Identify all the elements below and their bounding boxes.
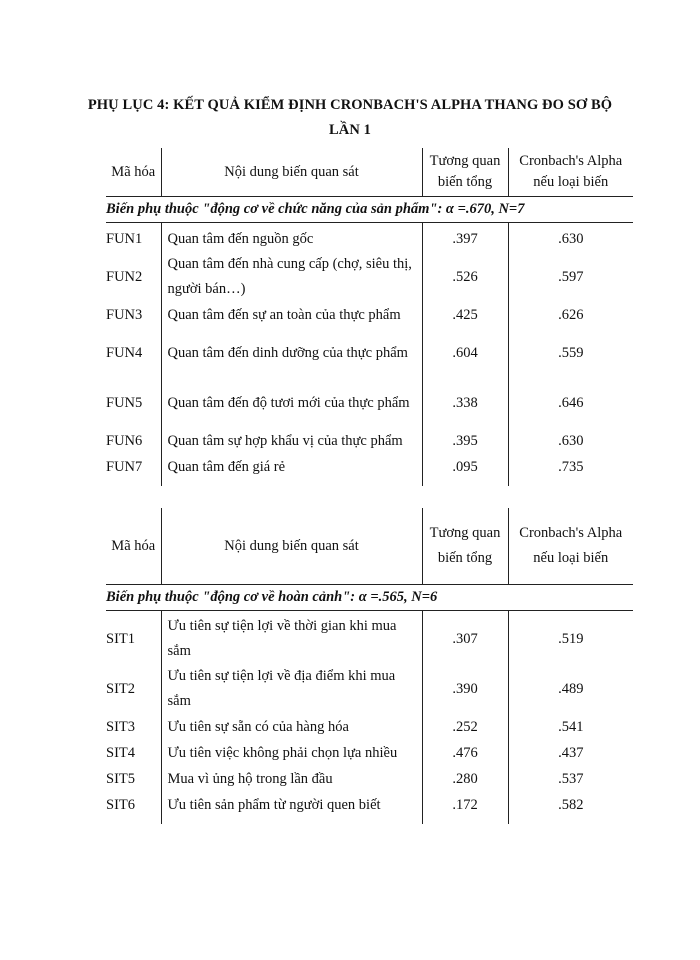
row-alpha: .735	[508, 454, 633, 486]
group-row	[106, 197, 633, 223]
table-row	[106, 740, 633, 766]
row-item-total: .395	[422, 428, 508, 454]
row-code: SIT6	[106, 796, 135, 813]
header-content: Nội dung biến quan sát	[161, 148, 422, 197]
row-content: Quan tâm đến nguồn gốc	[161, 223, 422, 253]
header-code: Mã hóa	[111, 537, 156, 554]
row-code: SIT5	[106, 770, 135, 787]
table-row	[106, 252, 633, 302]
group-label: Biến phụ thuộc "động cơ về hoàn cảnh": α =.565, N=6	[106, 585, 633, 611]
table-header-row	[106, 508, 633, 585]
row-item-total: .280	[422, 766, 508, 792]
table-row	[106, 302, 633, 328]
row-item-total: .390	[422, 664, 508, 714]
row-item-total: .307	[422, 611, 508, 665]
row-alpha: .630	[508, 223, 633, 253]
row-code: SIT1	[106, 630, 135, 647]
row-content: Mua vì ủng hộ trong lần đầu	[161, 766, 422, 792]
table-row	[106, 223, 633, 253]
row-item-total: .338	[422, 378, 508, 428]
row-code: SIT3	[106, 718, 135, 735]
header-alpha-if-deleted: Cronbach's Alpha nếu loại biến	[508, 148, 633, 197]
row-content: Quan tâm sự hợp khẩu vị của thực phẩm	[161, 428, 422, 454]
header-content: Nội dung biến quan sát	[161, 508, 422, 585]
situational-motive-table	[106, 508, 633, 824]
table-row	[106, 611, 633, 665]
row-item-total: .172	[422, 792, 508, 824]
header-item-total-correlation: Tương quan biến tổng	[422, 508, 508, 585]
row-code: SIT2	[106, 680, 135, 697]
row-alpha: .437	[508, 740, 633, 766]
row-item-total: .397	[422, 223, 508, 253]
row-code: FUN2	[106, 268, 143, 285]
functional-motive-table	[106, 148, 633, 486]
row-code: SIT4	[106, 744, 135, 761]
row-alpha: .537	[508, 766, 633, 792]
table-row	[106, 378, 633, 428]
group-row	[106, 585, 633, 611]
row-item-total: .095	[422, 454, 508, 486]
row-alpha: .582	[508, 792, 633, 824]
header-code: Mã hóa	[111, 163, 156, 180]
row-content: Quan tâm đến nhà cung cấp (chợ, siêu thị, người bán…)	[161, 252, 422, 302]
row-alpha: .559	[508, 328, 633, 378]
table-row	[106, 454, 633, 486]
row-content: Ưu tiên sự tiện lợi về địa điểm khi mua sắm	[161, 664, 422, 714]
row-code: FUN6	[106, 432, 143, 449]
row-content: Quan tâm đến độ tươi mới của thực phẩm	[161, 378, 422, 428]
row-code: FUN4	[106, 344, 143, 361]
row-content: Ưu tiên sản phẩm từ người quen biết	[161, 792, 422, 824]
row-item-total: .425	[422, 302, 508, 328]
table-row	[106, 428, 633, 454]
row-content: Quan tâm đến giá rẻ	[161, 454, 422, 486]
row-alpha: .541	[508, 714, 633, 740]
table-row	[106, 792, 633, 824]
row-code: FUN3	[106, 306, 143, 323]
row-item-total: .476	[422, 740, 508, 766]
table-row	[106, 766, 633, 792]
group-label: Biến phụ thuộc "động cơ về chức năng của sản phẩm": α =.670, N=7	[106, 197, 633, 223]
row-content: Quan tâm đến dinh dưỡng của thực phẩm	[161, 328, 422, 378]
row-alpha: .519	[508, 611, 633, 665]
row-content: Ưu tiên việc không phải chọn lựa nhiều	[161, 740, 422, 766]
header-alpha-if-deleted: Cronbach's Alpha nếu loại biến	[508, 508, 633, 585]
row-code: FUN1	[106, 230, 143, 247]
row-content: Quan tâm đến sự an toàn của thực phẩm	[161, 302, 422, 328]
row-item-total: .252	[422, 714, 508, 740]
row-content: Ưu tiên sự tiện lợi về thời gian khi mua sắm	[161, 611, 422, 665]
row-code: FUN5	[106, 394, 143, 411]
row-item-total: .526	[422, 252, 508, 302]
table-row	[106, 328, 633, 378]
row-alpha: .489	[508, 664, 633, 714]
table-row	[106, 714, 633, 740]
row-alpha: .597	[508, 252, 633, 302]
table-row	[106, 664, 633, 714]
header-item-total-correlation: Tương quan biến tổng	[422, 148, 508, 197]
row-code: FUN7	[106, 458, 143, 475]
row-alpha: .646	[508, 378, 633, 428]
appendix-title-line2: LẦN 1	[329, 122, 371, 138]
appendix-title: PHỤ LỤC 4: KẾT QUẢ KIỂM ĐỊNH CRONBACH'S ALPHA THANG ĐO SƠ BỘ	[87, 97, 613, 113]
row-alpha: .630	[508, 428, 633, 454]
row-alpha: .626	[508, 302, 633, 328]
table-header-row	[106, 148, 633, 197]
row-content: Ưu tiên sự sẵn có của hàng hóa	[161, 714, 422, 740]
row-item-total: .604	[422, 328, 508, 378]
